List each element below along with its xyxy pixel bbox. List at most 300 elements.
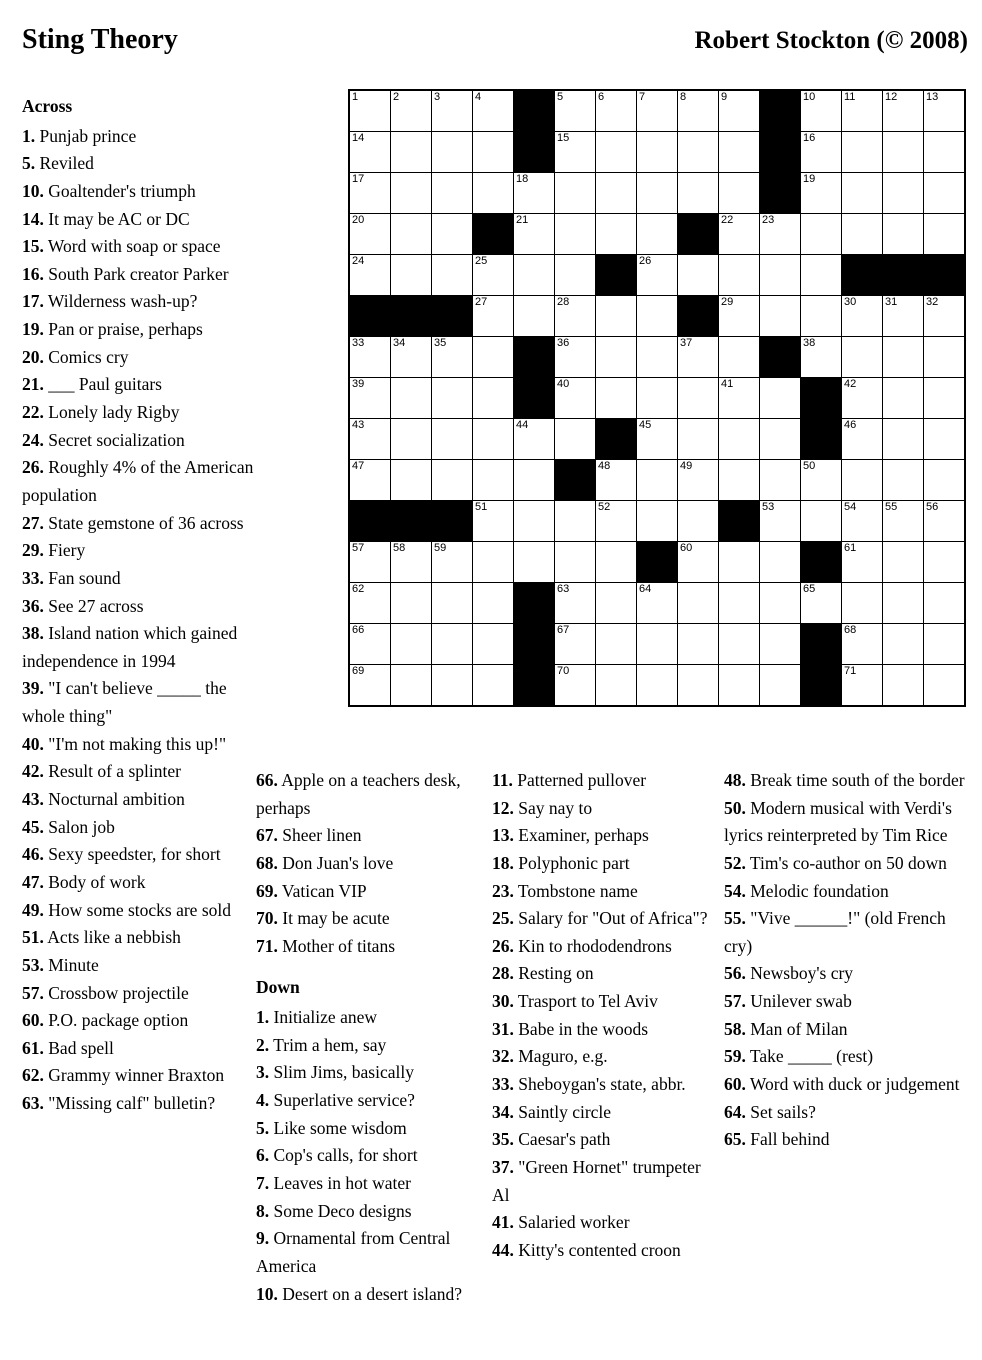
grid-cell[interactable] [924,214,966,255]
clue-text: Maguro, e.g. [513,1046,608,1067]
grid-cell[interactable] [473,255,514,296]
grid-cell[interactable] [924,583,966,624]
grid-cell[interactable] [678,665,719,707]
clue-text: Resting on [513,963,594,984]
crossword-grid[interactable] [348,89,966,707]
grid-cell[interactable] [842,337,883,378]
grid-cell[interactable] [432,419,473,460]
grid-cell[interactable] [678,173,719,214]
grid-cell[interactable] [801,296,842,337]
grid-cell[interactable] [473,501,514,542]
grid-cell[interactable] [924,378,966,419]
across-clue [22,869,254,897]
grid-cell[interactable] [473,296,514,337]
clue-text: Word with duck or judgement [745,1074,960,1095]
grid-cell[interactable] [555,214,596,255]
clue-text: Examiner, perhaps [513,825,649,846]
grid-cell-number: 18 [516,173,529,185]
grid-cell[interactable] [801,501,842,542]
grid-cell[interactable] [514,214,555,255]
grid-cell[interactable] [391,173,432,214]
grid-cell[interactable] [473,583,514,624]
grid-cell-block [514,90,555,132]
grid-cell[interactable] [678,624,719,665]
grid-cell[interactable] [842,132,883,173]
grid-cell[interactable] [760,460,801,501]
grid-cell-number: 24 [352,255,365,267]
grid-row [349,132,965,173]
grid-cell[interactable] [842,296,883,337]
grid-cell-number: 21 [516,214,529,226]
grid-cell[interactable] [349,542,391,583]
grid-cell[interactable] [514,296,555,337]
grid-cell[interactable] [555,624,596,665]
down-clue [492,767,714,795]
grid-cell[interactable] [391,583,432,624]
grid-cell[interactable] [883,378,924,419]
grid-cell[interactable] [349,624,391,665]
down-clue [256,1142,466,1170]
grid-cell[interactable] [883,624,924,665]
grid-cell[interactable] [432,378,473,419]
grid-cell-block [349,296,391,337]
grid-cell[interactable] [637,583,678,624]
grid-cell[interactable] [596,542,637,583]
grid-cell[interactable] [883,132,924,173]
grid-cell[interactable] [349,583,391,624]
grid-cell[interactable] [514,173,555,214]
clue-number: 4. [256,1090,270,1111]
grid-cell[interactable] [596,378,637,419]
grid-cell[interactable] [555,337,596,378]
clue-text: P.O. package option [43,1010,189,1031]
clue-number: 8. [256,1200,270,1221]
clue-text: Fan sound [43,567,121,588]
clue-number: 53. [22,954,44,975]
grid-cell[interactable] [760,624,801,665]
down-clue [492,1237,714,1265]
grid-cell[interactable] [432,337,473,378]
clue-number: 60. [724,1074,746,1095]
clue-number: 15. [22,236,44,257]
grid-cell[interactable] [719,255,760,296]
grid-cell[interactable] [842,378,883,419]
grid-cell[interactable] [637,665,678,707]
grid-cell[interactable] [555,665,596,707]
grid-cell[interactable] [432,90,473,132]
across-clue [22,399,254,427]
grid-cell[interactable] [555,378,596,419]
grid-cell[interactable] [555,255,596,296]
grid-cell[interactable] [842,583,883,624]
clue-number: 21. [22,374,44,395]
clue-text: "Vive ______!" (old French cry) [724,908,946,956]
grid-cell[interactable] [596,173,637,214]
grid-cell[interactable] [801,214,842,255]
grid-cell-number: 46 [844,419,857,431]
grid-cell[interactable] [473,665,514,707]
clue-number: 32. [492,1046,514,1067]
grid-cell[interactable] [432,255,473,296]
grid-cell[interactable] [514,501,555,542]
grid-cell[interactable] [596,214,637,255]
grid-cell-number: 44 [516,419,529,431]
grid-cell[interactable] [842,90,883,132]
clue-text: Grammy winner Braxton [43,1065,225,1086]
clue-text: Punjab prince [35,125,137,146]
grid-cell[interactable] [842,173,883,214]
down-clue [724,905,968,960]
grid-cell[interactable] [473,378,514,419]
grid-cell[interactable] [391,378,432,419]
grid-cell[interactable] [637,90,678,132]
down-clue [492,795,714,823]
grid-cell[interactable] [719,90,760,132]
grid-cell[interactable] [637,337,678,378]
grid-cell-number: 41 [721,378,734,390]
grid-cell-block [391,296,432,337]
grid-cell[interactable] [596,296,637,337]
grid-cell[interactable] [883,214,924,255]
grid-cell-number: 67 [557,624,570,636]
grid-cell[interactable] [842,624,883,665]
grid-cell[interactable] [883,296,924,337]
grid-cell[interactable] [473,419,514,460]
grid-cell[interactable] [637,419,678,460]
grid-cell-number: 37 [680,337,693,349]
grid-cell[interactable] [678,255,719,296]
grid-cell[interactable] [678,419,719,460]
grid-cell[interactable] [349,173,391,214]
grid-cell[interactable] [391,214,432,255]
grid-cell-number: 50 [803,460,816,472]
grid-cell[interactable] [678,583,719,624]
grid-cell[interactable] [637,214,678,255]
grid-cell[interactable] [842,542,883,583]
grid-cell[interactable] [801,173,842,214]
grid-cell[interactable] [391,665,432,707]
clue-number: 46. [22,844,44,865]
clue-text: Minute [43,954,99,975]
grid-cell-number: 49 [680,460,693,472]
grid-cell[interactable] [473,542,514,583]
clue-text: Bad spell [43,1037,114,1058]
grid-cell-number: 31 [885,296,898,308]
grid-cell[interactable] [883,90,924,132]
grid-cell[interactable] [555,419,596,460]
clue-number: 36. [22,595,44,616]
grid-cell[interactable] [924,90,966,132]
down-clue-list-part2 [492,767,714,1265]
across-clue [22,731,254,759]
grid-cell[interactable] [596,501,637,542]
down-clue [256,1170,466,1198]
clue-text: "I can't believe _____ the whole thing" [22,678,227,727]
grid-cell[interactable] [760,501,801,542]
down-clue [492,850,714,878]
grid-cell[interactable] [760,378,801,419]
grid-cell[interactable] [678,90,719,132]
grid-cell[interactable] [637,378,678,419]
grid-cell[interactable] [842,419,883,460]
grid-cell[interactable] [801,583,842,624]
grid-cell[interactable] [555,132,596,173]
grid-cell[interactable] [924,460,966,501]
grid-cell-block [637,542,678,583]
grid-cell[interactable] [719,296,760,337]
grid-cell[interactable] [719,378,760,419]
grid-cell[interactable] [760,583,801,624]
grid-cell[interactable] [349,255,391,296]
grid-cell-block [801,624,842,665]
grid-cell[interactable] [432,665,473,707]
grid-cell[interactable] [883,337,924,378]
grid-cell-block [760,173,801,214]
grid-cell[interactable] [555,296,596,337]
grid-cell-number: 43 [352,419,365,431]
clue-text: Superlative service? [269,1090,415,1111]
grid-cell[interactable] [719,337,760,378]
grid-cell[interactable] [924,132,966,173]
grid-cell[interactable] [760,214,801,255]
grid-cell-number: 47 [352,460,365,472]
clue-text: Cop's calls, for short [269,1145,418,1166]
grid-cell[interactable] [924,173,966,214]
grid-cell[interactable] [801,90,842,132]
grid-cell[interactable] [637,255,678,296]
grid-cell[interactable] [678,378,719,419]
grid-cell[interactable] [883,173,924,214]
grid-cell[interactable] [514,542,555,583]
grid-cell[interactable] [924,337,966,378]
grid-cell[interactable] [432,173,473,214]
grid-cell[interactable] [514,255,555,296]
grid-cell[interactable] [432,542,473,583]
grid-cell[interactable] [637,501,678,542]
across-heading: Across [22,96,73,116]
grid-cell-block [473,214,514,255]
grid-cell[interactable] [596,624,637,665]
grid-cell[interactable] [760,255,801,296]
grid-cell[interactable] [391,255,432,296]
grid-cell[interactable] [349,419,391,460]
clue-number: 63. [22,1093,44,1114]
grid-cell[interactable] [842,665,883,707]
across-clue [22,952,254,980]
grid-cell[interactable] [883,665,924,707]
grid-cell[interactable] [883,460,924,501]
grid-cell[interactable] [555,583,596,624]
grid-cell[interactable] [719,419,760,460]
grid-cell[interactable] [432,132,473,173]
grid-cell[interactable] [719,583,760,624]
across-clue [22,841,254,869]
grid-cell-number: 62 [352,583,365,595]
clue-number: 47. [22,871,44,892]
grid-cell[interactable] [391,624,432,665]
grid-cell[interactable] [924,624,966,665]
clue-number: 58. [724,1018,746,1039]
clue-number: 5. [22,153,36,174]
grid-cell[interactable] [555,542,596,583]
grid-row [349,173,965,214]
grid-cell[interactable] [924,542,966,583]
grid-cell[interactable] [678,542,719,583]
grid-cell[interactable] [760,419,801,460]
clue-number: 38. [22,623,44,644]
grid-cell-number: 13 [926,91,939,103]
author-credit: Robert Stockton (© 2008) [694,27,968,54]
grid-cell-block [760,90,801,132]
grid-cell[interactable] [842,501,883,542]
grid-cell[interactable] [883,501,924,542]
grid-cell[interactable] [801,132,842,173]
across-clue-list-part1 [22,123,254,1118]
grid-cell[interactable] [349,378,391,419]
grid-cell[interactable] [514,460,555,501]
down-clue [492,878,714,906]
grid-cell[interactable] [719,624,760,665]
grid-cell[interactable] [637,460,678,501]
grid-cell-block [596,419,637,460]
grid-cell[interactable] [719,214,760,255]
grid-cell[interactable] [349,214,391,255]
across-clue [22,897,254,925]
across-clue [22,814,254,842]
grid-cell[interactable] [432,214,473,255]
grid-cell[interactable] [473,337,514,378]
across-clue [22,510,254,538]
grid-cell-number: 55 [885,501,898,513]
grid-cell[interactable] [432,624,473,665]
grid-cell[interactable] [719,173,760,214]
grid-cell[interactable] [555,173,596,214]
grid-cell[interactable] [678,132,719,173]
clue-number: 69. [256,880,278,901]
grid-cell[interactable] [801,337,842,378]
grid-cell[interactable] [924,419,966,460]
grid-cell-block [883,255,924,296]
grid-cell-number: 56 [926,501,939,513]
clue-text: Sexy speedster, for short [43,844,221,865]
grid-cell[interactable] [596,460,637,501]
across-clue [22,261,254,289]
grid-cell[interactable] [801,255,842,296]
clue-number: 6. [256,1145,270,1166]
grid-row [349,624,965,665]
grid-cell[interactable] [473,90,514,132]
grid-cell[interactable] [637,132,678,173]
across-clue [22,1090,254,1118]
grid-cell[interactable] [596,583,637,624]
grid-cell[interactable] [596,90,637,132]
grid-cell-block [801,419,842,460]
grid-cell[interactable] [842,214,883,255]
clue-text: Man of Milan [745,1018,848,1039]
grid-cell-number: 25 [475,255,488,267]
grid-cell-number: 8 [680,91,687,103]
grid-cell[interactable] [678,337,719,378]
grid-cell[interactable] [883,583,924,624]
clue-text: Goaltender's triumph [43,180,196,201]
grid-cell[interactable] [349,90,391,132]
grid-cell[interactable] [801,460,842,501]
clue-number: 5. [256,1117,270,1138]
grid-cell[interactable] [596,132,637,173]
across-clue [22,786,254,814]
clue-number: 61. [22,1037,44,1058]
across-clue [22,537,254,565]
grid-cell[interactable] [719,542,760,583]
grid-cell[interactable] [637,624,678,665]
grid-cell[interactable] [719,460,760,501]
grid-row [349,337,965,378]
grid-cell[interactable] [842,460,883,501]
grid-cell-number: 60 [680,542,693,554]
clue-number: 49. [22,899,44,920]
grid-cell-number: 58 [393,542,406,554]
grid-cell[interactable] [391,419,432,460]
down-clue [724,795,968,850]
grid-cell[interactable] [760,296,801,337]
clue-text: Mother of titans [277,935,396,956]
grid-cell[interactable] [349,132,391,173]
grid-cell[interactable] [924,665,966,707]
grid-cell[interactable] [391,460,432,501]
grid-cell[interactable] [637,173,678,214]
grid-cell[interactable] [349,337,391,378]
grid-cell[interactable] [760,665,801,707]
grid-cell[interactable] [596,665,637,707]
grid-cell[interactable] [473,624,514,665]
clue-text: Apple on a teachers desk, perhaps [256,770,461,818]
grid-cell[interactable] [760,542,801,583]
grid-cell[interactable] [391,132,432,173]
grid-cell[interactable] [924,501,966,542]
grid-cell[interactable] [514,419,555,460]
grid-cell[interactable] [473,173,514,214]
grid-cell[interactable] [883,542,924,583]
grid-cell[interactable] [678,460,719,501]
grid-cell[interactable] [473,460,514,501]
grid-cell[interactable] [596,337,637,378]
grid-cell[interactable] [678,501,719,542]
grid-cell[interactable] [637,296,678,337]
grid-cell[interactable] [432,583,473,624]
clue-number: 28. [492,963,514,984]
grid-cell[interactable] [391,337,432,378]
grid-cell[interactable] [555,501,596,542]
grid-cell[interactable] [719,132,760,173]
grid-cell[interactable] [349,665,391,707]
grid-cell[interactable] [391,90,432,132]
grid-cell[interactable] [391,542,432,583]
grid-cell[interactable] [719,665,760,707]
clue-text: State gemstone of 36 across [43,512,244,533]
across-clue [22,1007,254,1035]
clue-text: Some Deco designs [269,1200,412,1221]
clues-column-1 [22,93,254,1118]
across-clue [22,454,254,509]
crossword-grid-table[interactable] [348,89,966,707]
grid-cell[interactable] [883,419,924,460]
grid-cell[interactable] [473,132,514,173]
grid-cell[interactable] [555,90,596,132]
grid-cell[interactable] [924,296,966,337]
grid-cell[interactable] [349,460,391,501]
grid-cell-number: 51 [475,501,488,513]
grid-cell[interactable] [432,460,473,501]
